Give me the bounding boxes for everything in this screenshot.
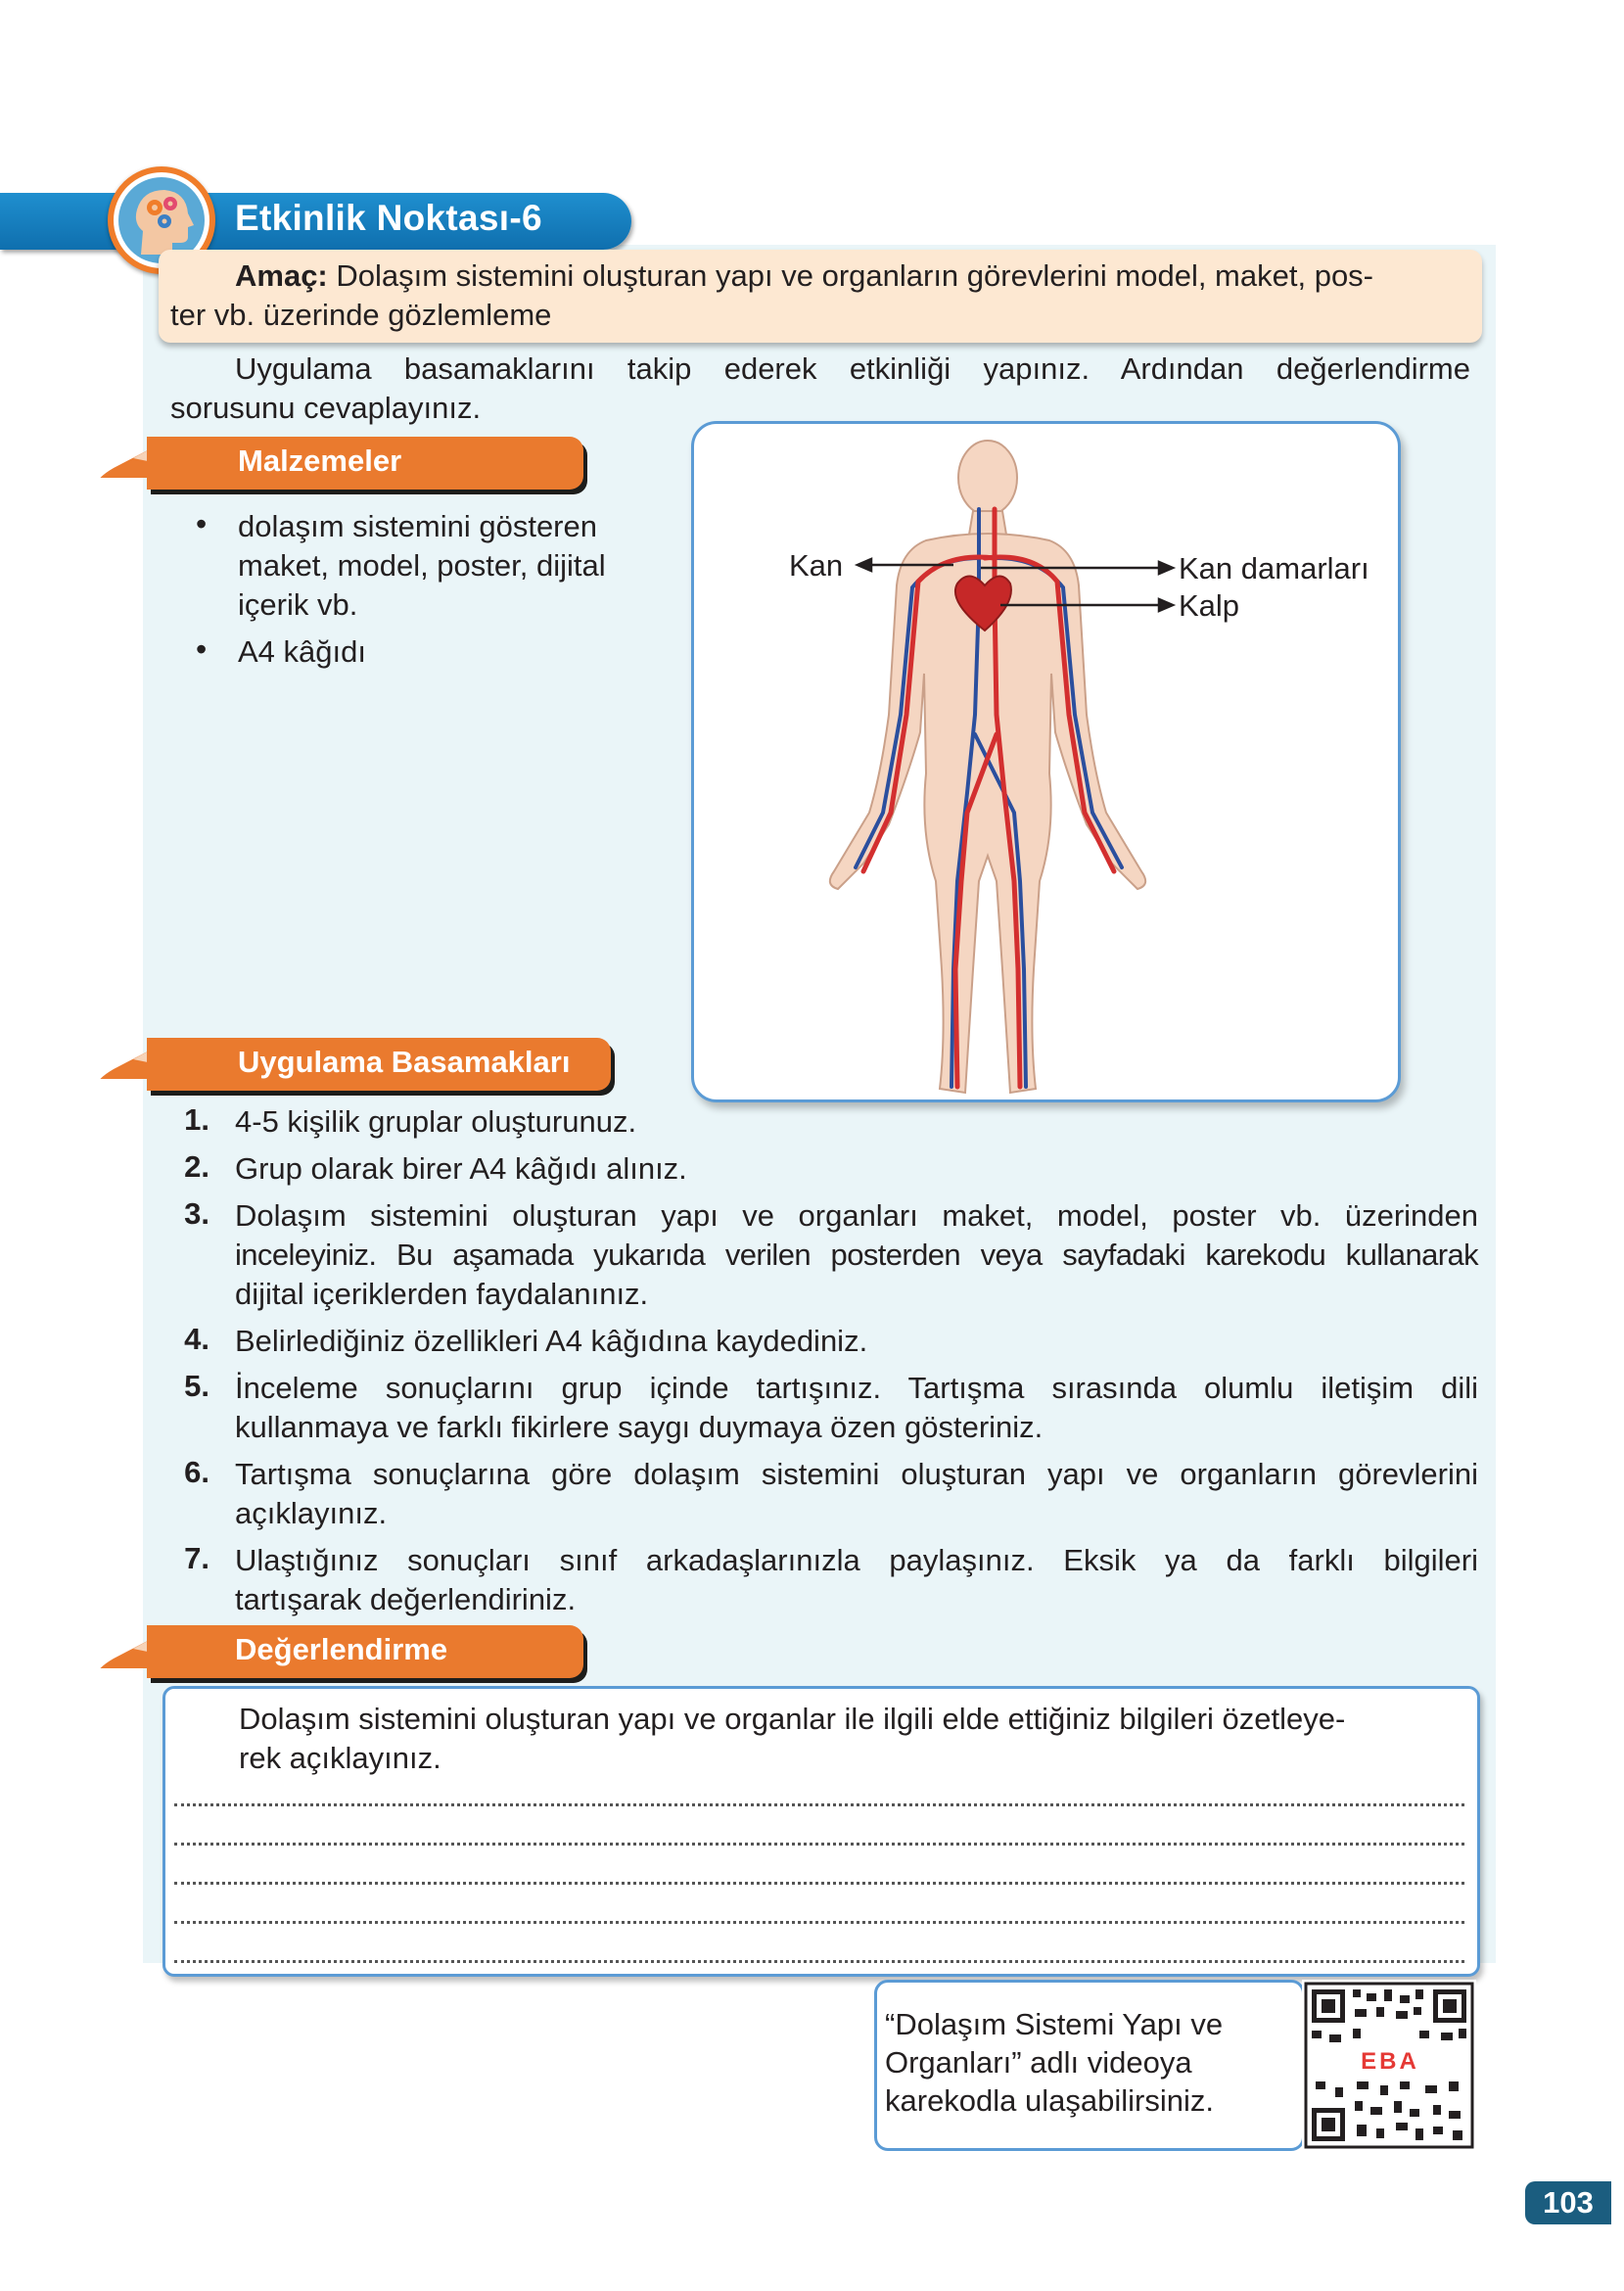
step-2-line-1: Grup olarak birer A4 kâğıdı alınız. — [235, 1151, 687, 1186]
qr-note-line-2: Organları” adlı videoya — [885, 2045, 1192, 2080]
step-number: 7. — [184, 1541, 209, 1575]
step-number: 2. — [184, 1149, 209, 1184]
aim-label: Amaç: — [235, 258, 328, 293]
intro-line-2: sorusunu cevaplayınız. — [170, 391, 482, 425]
step-3-line-3: dijital içeriklerden faydalanınız. — [235, 1277, 649, 1311]
step-6-line-2: açıklayınız. — [235, 1496, 388, 1530]
step-5-line-2: kullanmaya ve farklı fikirlere saygı duymaya özen gösteriniz. — [235, 1410, 1044, 1444]
step-7-line-1: Ulaştığınız sonuçları sınıf arkadaşlarınızla paylaşınız. Eksik ya da farklı bilgileri — [235, 1543, 1478, 1577]
evaluation-question-line-1: Dolaşım sistemini oluşturan yapı ve organlar ile ilgili elde ettiğiniz bilgileri özetleye- — [239, 1702, 1346, 1736]
materials-item-2: A4 kâğıdı — [238, 634, 366, 669]
aim-line-1 — [235, 257, 1373, 296]
materials-item-1-line-3: içerik vb. — [238, 587, 358, 622]
evaluation-question-line-2: rek açıklayınız. — [239, 1741, 441, 1775]
diagram-label-blood: Kan — [789, 548, 844, 583]
step-3-line-1: Dolaşım sistemini oluşturan yapı ve organları maket, model, poster vb. üzerinden — [235, 1198, 1478, 1233]
answer-line[interactable] — [174, 1878, 1464, 1885]
step-4-line-1: Belirlediğiniz özellikleri A4 kâğıdına kaydediniz. — [235, 1324, 868, 1358]
diagram-label-heart: Kalp — [1179, 588, 1240, 623]
step-number: 4. — [184, 1322, 209, 1356]
answer-line[interactable] — [174, 1917, 1464, 1924]
evaluation-heading: Değerlendirme — [235, 1632, 448, 1666]
diagram-label-vessels: Kan damarları — [1179, 551, 1369, 585]
step-3-line-2: inceleyiniz. Bu aşamada yukarıda verilen posterden veya sayfadaki karekodu kullanarak — [235, 1238, 1478, 1272]
steps-heading: Uygulama Basamakları — [238, 1045, 571, 1079]
step-number: 1. — [184, 1102, 209, 1137]
eba-logo-text: EBA — [1361, 2048, 1419, 2075]
step-number: 3. — [184, 1196, 209, 1231]
aim-text-2: ter vb. üzerinde gözlemleme — [170, 298, 552, 332]
answer-line[interactable] — [174, 1839, 1464, 1846]
step-number: 5. — [184, 1369, 209, 1403]
step-1-line-1: 4-5 kişilik gruplar oluşturunuz. — [235, 1104, 637, 1139]
circulatory-system-illustration — [691, 421, 1401, 1102]
answer-line[interactable] — [174, 1956, 1464, 1963]
bullet-icon: • — [196, 506, 208, 541]
step-number: 6. — [184, 1455, 209, 1489]
materials-heading: Malzemeler — [238, 444, 402, 478]
step-5-line-1: İnceleme sonuçlarını grup içinde tartışınız. Tartışma sırasında olumlu iletişim dili — [235, 1371, 1478, 1405]
qr-note-line-3: karekodla ulaşabilirsiniz. — [885, 2083, 1214, 2118]
activity-title: Etkinlik Noktası-6 — [235, 198, 542, 238]
materials-item-1-line-2: maket, model, poster, dijital — [238, 548, 606, 583]
materials-item-1-line-1: dolaşım sistemini gösteren — [238, 509, 597, 543]
intro-line-1: Uygulama basamaklarını takip ederek etkinliği yapınız. Ardından değerlendirme — [235, 351, 1470, 386]
aim-text-1: Dolaşım sistemini oluşturan yapı ve organların görevlerini model, maket, pos- — [327, 258, 1374, 293]
answer-line[interactable] — [174, 1800, 1464, 1806]
step-7-line-2: tartışarak değerlendiriniz. — [235, 1582, 577, 1616]
qr-note-line-1: “Dolaşım Sistemi Yapı ve — [885, 2007, 1224, 2041]
qr-code[interactable] — [1302, 1980, 1476, 2151]
step-6-line-1: Tartışma sonuçlarına göre dolaşım sistemini oluşturan yapı ve organların görevlerini — [235, 1457, 1478, 1491]
page-number: 103 — [1525, 2181, 1611, 2224]
bullet-icon: • — [196, 631, 208, 667]
